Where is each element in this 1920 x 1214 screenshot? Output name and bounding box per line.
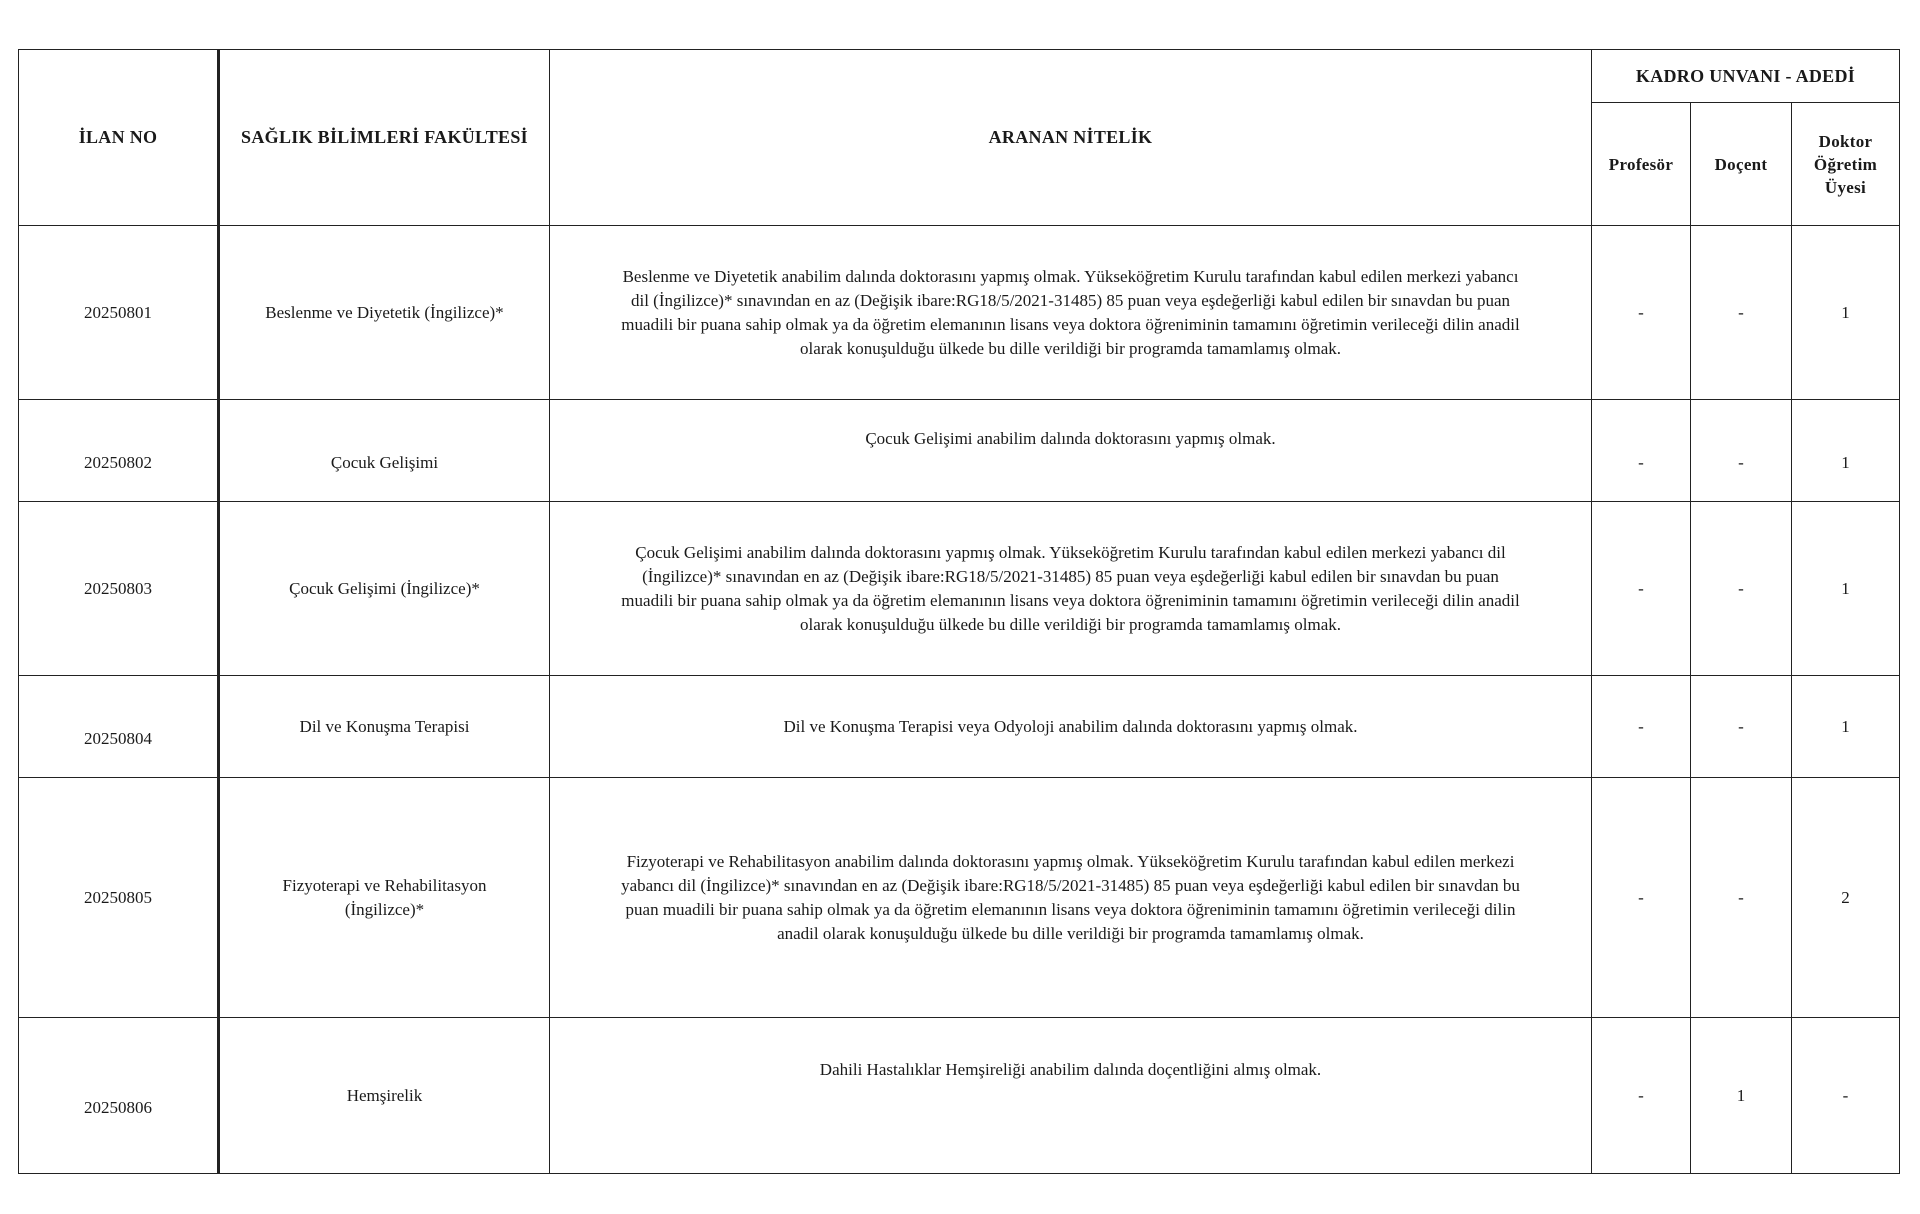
dr-ogretim-text: 1 (1841, 452, 1850, 472)
docent-count: - (1691, 676, 1792, 778)
header-dr-line2: Öğretim (1813, 154, 1878, 174)
requirement-cell (550, 778, 1592, 1018)
requirement-cell (550, 502, 1592, 676)
header-dr-line1: Doktor (1818, 131, 1873, 151)
department-text: Çocuk Gelişimi (330, 452, 439, 472)
department-cell: Çocuk Gelişimi (İngilizce)* (219, 502, 550, 676)
docent-count (1691, 400, 1792, 502)
table-row (19, 502, 1900, 676)
table-row (19, 1018, 1900, 1174)
table-row (19, 778, 1900, 1018)
ilan-no-cell: 20250805 (19, 778, 219, 1018)
docent-text: - (1738, 452, 1744, 472)
table-row (19, 226, 1900, 400)
position-table (18, 49, 1900, 1174)
requirement-line: Çocuk Gelişimi anabilim dalında doktorasını yapmış olmak. Yükseköğretim Kurulu tarafından kabul edilen merkezi yabancı dil (635, 542, 1506, 562)
requirement-line: dil (İngilizce)* sınavından en az (Değişik ibare:RG18/5/2021-31485) 85 puan veya eşdeğerliği kabul edilen bir sınavdan bu puan (630, 290, 1511, 310)
requirement-line: (İngilizce)* sınavından en az (Değişik ibare:RG18/5/2021-31485) 85 puan veya eşdeğerliği kabul edilen bir sınavdan bu puan (642, 566, 1499, 586)
department-cell: Hemşirelik (219, 1018, 550, 1174)
department-line: (İngilizce)* (344, 899, 425, 919)
dr-ogretim-count: 1 (1792, 676, 1900, 778)
header-dr-line3: Üyesi (1824, 177, 1867, 197)
docent-count: - (1691, 778, 1792, 1018)
header-faculty: SAĞLIK BİLİMLERİ FAKÜLTESİ (219, 50, 550, 226)
ilan-no-cell: 20250801 (19, 226, 219, 400)
ilan-no-cell: 20250803 (19, 502, 219, 676)
requirement-line: Dahili Hastalıklar Hemşireliği anabilim dalında doçentliğini almış olmak. (819, 1059, 1322, 1079)
requirement-cell (550, 400, 1592, 502)
header-dr-ogretim (1792, 103, 1900, 226)
requirement-line: puan muadili bir puana sahip olmak ya da öğretim elemanının lisans veya doktora öğreniminin tamamını öğretimin verileceği dilin (625, 899, 1516, 919)
dr-ogretim-count: 1 (1792, 502, 1900, 676)
requirement-cell (550, 676, 1592, 778)
ilan-no-text: 20250804 (84, 728, 152, 748)
requirement-line: muadili bir puana sahip olmak ya da öğretim elemanının lisans veya doktora öğreniminin tamamını öğretimin verileceği dilin anadil (621, 314, 1520, 334)
department-cell (219, 778, 550, 1018)
header-docent: Doçent (1691, 103, 1792, 226)
dr-ogretim-count: 2 (1792, 778, 1900, 1018)
department-line: Fizyoterapi ve Rehabilitasyon (282, 875, 487, 895)
header-kadro: KADRO UNVANI - ADEDİ (1592, 50, 1900, 103)
ilan-no-cell (19, 400, 219, 502)
requirement-line: Fizyoterapi ve Rehabilitasyon anabilim dalında doktorasını yapmış olmak. Yükseköğretim Kurulu tarafından kabul edilen merkezi (626, 851, 1515, 871)
header-ilan-no: İLAN NO (19, 50, 219, 226)
docent-count: - (1691, 502, 1792, 676)
requirement-line: muadili bir puana sahip olmak ya da öğretim elemanının lisans veya doktora öğreniminin tamamını öğretimin verileceği dilin anadil (621, 590, 1520, 610)
docent-count: - (1691, 226, 1792, 400)
requirement-line: Beslenme ve Diyetetik anabilim dalında doktorasını yapmış olmak. Yükseköğretim Kurulu tarafından kabul edilen merkezi yabancı (622, 266, 1519, 286)
header-requirement: ARANAN NİTELİK (550, 50, 1592, 226)
requirement-line: anadil olarak konuşulduğu ülkede bu dille verildiği bir programda tamamlamış olmak. (777, 923, 1364, 943)
requirement-cell (550, 1018, 1592, 1174)
profesor-count: - (1592, 676, 1691, 778)
department-cell: Beslenme ve Diyetetik (İngilizce)* (219, 226, 550, 400)
profesor-text: - (1638, 452, 1644, 472)
ilan-no-text: 20250802 (84, 452, 152, 472)
requirement-line: yabancı dil (İngilizce)* sınavından en az (Değişik ibare:RG18/5/2021-31485) 85 puan veya eşdeğerliği kabul edilen bir sınavdan bu (621, 875, 1520, 895)
requirement-line: Çocuk Gelişimi anabilim dalında doktorasını yapmış olmak. (865, 428, 1276, 448)
requirement-line: olarak konuşulduğu ülkede bu dille verildiği bir programda tamamlamış olmak. (799, 338, 1342, 358)
docent-count: 1 (1691, 1018, 1792, 1174)
table-row (19, 676, 1900, 778)
profesor-count: - (1592, 778, 1691, 1018)
dr-ogretim-count: 1 (1792, 226, 1900, 400)
profesor-count: - (1592, 1018, 1691, 1174)
profesor-count (1592, 400, 1691, 502)
department-cell (219, 400, 550, 502)
ilan-no-text: 20250806 (84, 1097, 152, 1117)
requirement-line: Dil ve Konuşma Terapisi veya Odyoloji anabilim dalında doktorasını yapmış olmak. (783, 716, 1358, 736)
profesor-count: - (1592, 226, 1691, 400)
table-row (19, 400, 1900, 502)
dr-ogretim-count (1792, 400, 1900, 502)
department-cell: Dil ve Konuşma Terapisi (219, 676, 550, 778)
profesor-count: - (1592, 502, 1691, 676)
ilan-no-cell (19, 1018, 219, 1174)
ilan-no-cell (19, 676, 219, 778)
dr-ogretim-count: - (1792, 1018, 1900, 1174)
requirement-cell (550, 226, 1592, 400)
requirement-line: olarak konuşulduğu ülkede bu dille verildiği bir programda tamamlamış olmak. (799, 614, 1342, 634)
header-profesor: Profesör (1592, 103, 1691, 226)
